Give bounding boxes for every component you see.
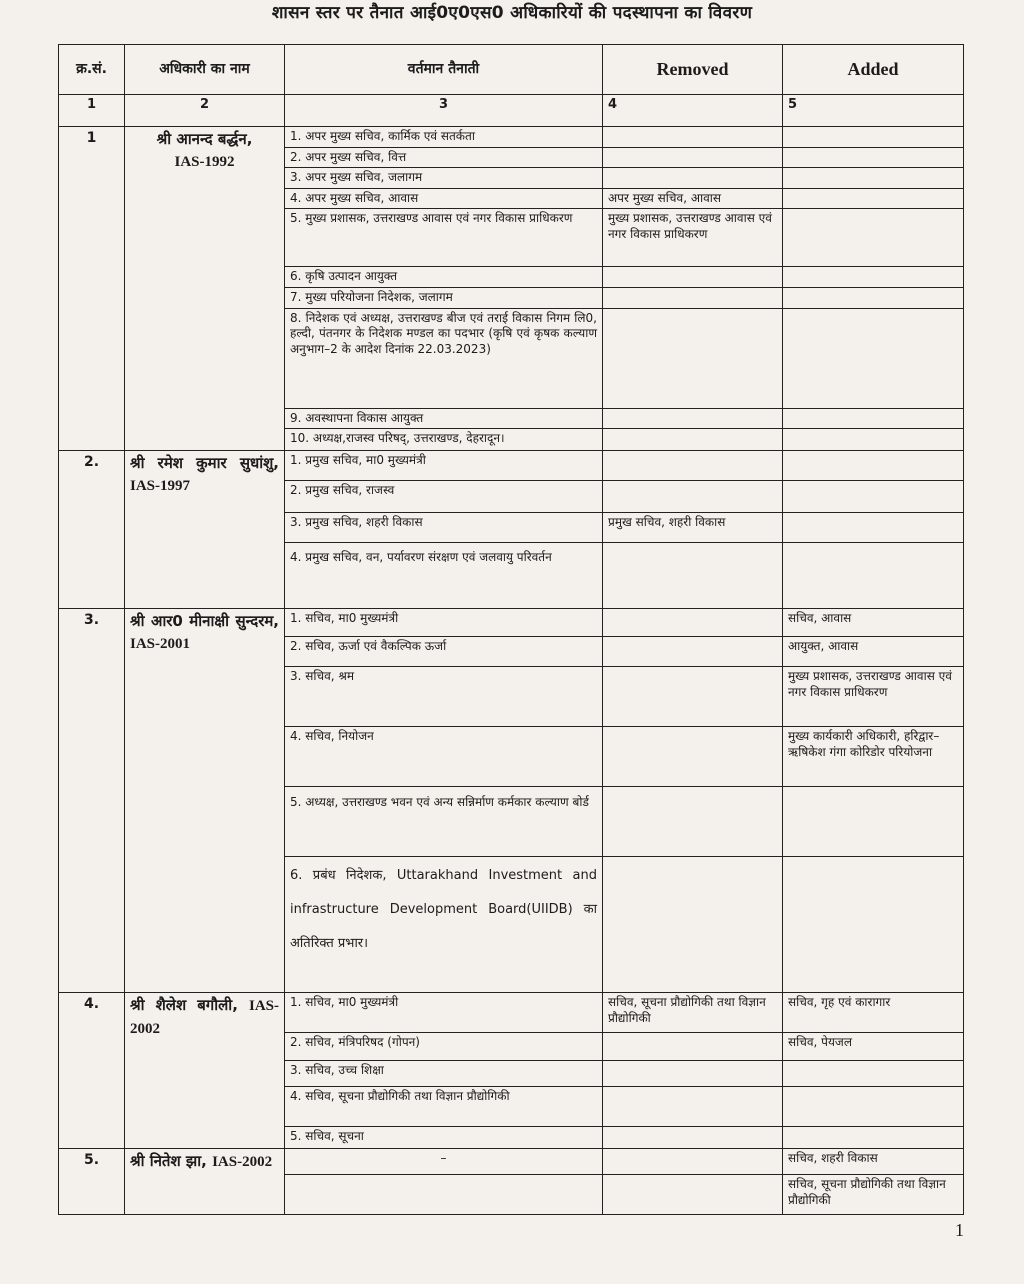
removed-posting — [603, 481, 783, 513]
header-officer-name: अधिकारी का नाम — [125, 45, 285, 95]
added-posting — [783, 1061, 964, 1087]
added-posting: सचिव, पेयजल — [783, 1033, 964, 1061]
removed-posting — [603, 543, 783, 609]
removed-posting — [603, 287, 783, 308]
current-posting: 1. सचिव, मा0 मुख्यमंत्री — [285, 609, 603, 637]
removed-posting — [603, 408, 783, 429]
serial-number: 5. — [59, 1149, 125, 1215]
table-row — [59, 993, 964, 1033]
removed-posting — [603, 168, 783, 189]
column-number: 3 — [285, 95, 603, 127]
removed-posting — [603, 1033, 783, 1061]
added-posting — [783, 408, 964, 429]
removed-posting — [603, 857, 783, 993]
added-posting — [783, 308, 964, 408]
removed-posting: अपर मुख्य सचिव, आवास — [603, 188, 783, 209]
current-posting: 3. सचिव, श्रम — [285, 667, 603, 727]
table-row — [59, 127, 964, 148]
current-posting: 1. अपर मुख्य सचिव, कार्मिक एवं सतर्कता — [285, 127, 603, 148]
current-posting: 4. सचिव, सूचना प्रौद्योगिकी तथा विज्ञान प्रौद्योगिकी — [285, 1087, 603, 1127]
document-title: शासन स्तर पर तैनात आई0ए0एस0 अधिकारियों की पदस्थापना का विवरण — [271, 3, 753, 23]
current-posting: 1. सचिव, मा0 मुख्यमंत्री — [285, 993, 603, 1033]
added-posting — [783, 168, 964, 189]
removed-posting — [603, 267, 783, 288]
removed-posting: सचिव, सूचना प्रौद्योगिकी तथा विज्ञान प्रौद्योगिकी — [603, 993, 783, 1033]
added-posting: सचिव, सूचना प्रौद्योगिकी तथा विज्ञान प्रौद्योगिकी — [783, 1175, 964, 1215]
officer-batch: IAS-2001 — [130, 635, 191, 652]
current-posting: 4. सचिव, नियोजन — [285, 727, 603, 787]
removed-posting: मुख्य प्रशासक, उत्तराखण्ड आवास एवं नगर विकास प्राधिकरण — [603, 209, 783, 267]
officer-name: श्री आर0 मीनाक्षी सुन्दरम, — [130, 612, 279, 631]
current-posting: 5. मुख्य प्रशासक, उत्तराखण्ड आवास एवं नगर विकास प्राधिकरण — [285, 209, 603, 267]
added-posting — [783, 188, 964, 209]
officer-name: श्री नितेश झा, — [130, 1152, 207, 1171]
current-posting: 7. मुख्य परियोजना निदेशक, जलागम — [285, 287, 603, 308]
added-posting: सचिव, आवास — [783, 609, 964, 637]
current-posting: 9. अवस्थापना विकास आयुक्त — [285, 408, 603, 429]
removed-posting — [603, 308, 783, 408]
serial-number: 1 — [59, 127, 125, 451]
removed-posting — [603, 667, 783, 727]
table-row — [59, 1149, 964, 1175]
added-posting — [783, 147, 964, 168]
removed-posting — [603, 637, 783, 667]
header-added: Added — [783, 45, 964, 95]
added-posting — [783, 481, 964, 513]
table-row — [59, 451, 964, 481]
added-posting — [783, 451, 964, 481]
removed-posting — [603, 727, 783, 787]
current-posting: 4. प्रमुख सचिव, वन, पर्यावरण संरक्षण एवं जलवायु परिवर्तन — [285, 543, 603, 609]
officer-name-cell — [125, 1149, 285, 1215]
current-posting: 2. सचिव, ऊर्जा एवं वैकल्पिक ऊर्जा — [285, 637, 603, 667]
header-sno: क्र.सं. — [59, 45, 125, 95]
added-posting — [783, 1127, 964, 1149]
current-posting: 3. सचिव, उच्च शिक्षा — [285, 1061, 603, 1087]
removed-posting — [603, 1087, 783, 1127]
column-number: 5 — [783, 95, 964, 127]
removed-posting — [603, 127, 783, 148]
removed-posting — [603, 147, 783, 168]
postings-table — [58, 44, 964, 1215]
removed-posting — [603, 1149, 783, 1175]
current-posting: 6. प्रबंध निदेशक, Uttarakhand Investment and infrastructure Development Board(UIIDB) का अतिरिक्त प्रभार। — [285, 857, 603, 993]
added-posting — [783, 513, 964, 543]
added-posting: मुख्य कार्यकारी अधिकारी, हरिद्वार–ऋषिकेश गंगा कोरिडोर परियोजना — [783, 727, 964, 787]
header-current-posting: वर्तमान तैनाती — [285, 45, 603, 95]
current-posting: 3. अपर मुख्य सचिव, जलागम — [285, 168, 603, 189]
removed-posting: प्रमुख सचिव, शहरी विकास — [603, 513, 783, 543]
officer-name-cell — [125, 127, 285, 451]
officer-batch: IAS-1992 — [174, 153, 235, 170]
removed-posting — [603, 787, 783, 857]
officer-name: श्री आनन्द बर्द्धन, — [156, 130, 253, 148]
removed-posting — [603, 1061, 783, 1087]
officer-name: श्री शैलेश बगौली, — [130, 996, 238, 1015]
removed-posting — [603, 609, 783, 637]
officer-batch: IAS-2002 — [130, 998, 279, 1037]
added-posting — [783, 543, 964, 609]
officer-name-cell — [125, 451, 285, 609]
current-posting — [285, 1175, 603, 1215]
current-posting: 8. निदेशक एवं अध्यक्ष, उत्तराखण्ड बीज एवं तराई विकास निगम लि0, हल्दी, पंतनगर के निदेशक मण्डल का पदभार (कृषि एवं कृषक कल्याण अनुभाग–2 के आदेश दिनांक 22.03.2023) — [285, 308, 603, 408]
serial-number: 4. — [59, 993, 125, 1149]
column-number: 1 — [59, 95, 125, 127]
current-posting: 5. सचिव, सूचना — [285, 1127, 603, 1149]
added-posting: सचिव, गृह एवं कारागार — [783, 993, 964, 1033]
added-posting: आयुक्त, आवास — [783, 637, 964, 667]
page-number: 1 — [955, 1220, 964, 1240]
officer-name-cell — [125, 993, 285, 1149]
removed-posting — [603, 429, 783, 451]
removed-posting — [603, 1175, 783, 1215]
current-posting: – — [285, 1149, 603, 1175]
added-posting — [783, 267, 964, 288]
header-row — [59, 45, 964, 95]
added-posting — [783, 1087, 964, 1127]
table-row — [59, 609, 964, 637]
current-posting: 3. प्रमुख सचिव, शहरी विकास — [285, 513, 603, 543]
added-posting — [783, 787, 964, 857]
removed-posting — [603, 451, 783, 481]
serial-number: 2. — [59, 451, 125, 609]
removed-posting — [603, 1127, 783, 1149]
officer-batch: IAS-2002 — [212, 1154, 273, 1171]
added-posting — [783, 429, 964, 451]
current-posting: 10. अध्यक्ष,राजस्व परिषद्, उत्तराखण्ड, देहरादून। — [285, 429, 603, 451]
added-posting — [783, 127, 964, 148]
added-posting — [783, 209, 964, 267]
current-posting: 4. अपर मुख्य सचिव, आवास — [285, 188, 603, 209]
added-posting: सचिव, शहरी विकास — [783, 1149, 964, 1175]
header-removed: Removed — [603, 45, 783, 95]
serial-number: 3. — [59, 609, 125, 993]
added-posting — [783, 857, 964, 993]
current-posting: 2. अपर मुख्य सचिव, वित्त — [285, 147, 603, 168]
current-posting: 2. प्रमुख सचिव, राजस्व — [285, 481, 603, 513]
current-posting: 5. अध्यक्ष, उत्तराखण्ड भवन एवं अन्य सन्निर्माण कर्मकार कल्याण बोर्ड — [285, 787, 603, 857]
officer-batch: IAS-1997 — [130, 477, 191, 494]
current-posting: 2. सचिव, मंत्रिपरिषद (गोपन) — [285, 1033, 603, 1061]
column-number: 2 — [125, 95, 285, 127]
column-number-row — [59, 95, 964, 127]
officer-name-cell — [125, 609, 285, 993]
added-posting — [783, 287, 964, 308]
added-posting: मुख्य प्रशासक, उत्तराखण्ड आवास एवं नगर विकास प्राधिकरण — [783, 667, 964, 727]
current-posting: 6. कृषि उत्पादन आयुक्त — [285, 267, 603, 288]
column-number: 4 — [603, 95, 783, 127]
current-posting: 1. प्रमुख सचिव, मा0 मुख्यमंत्री — [285, 451, 603, 481]
officer-name: श्री रमेश कुमार सुधांशु, — [130, 454, 279, 473]
